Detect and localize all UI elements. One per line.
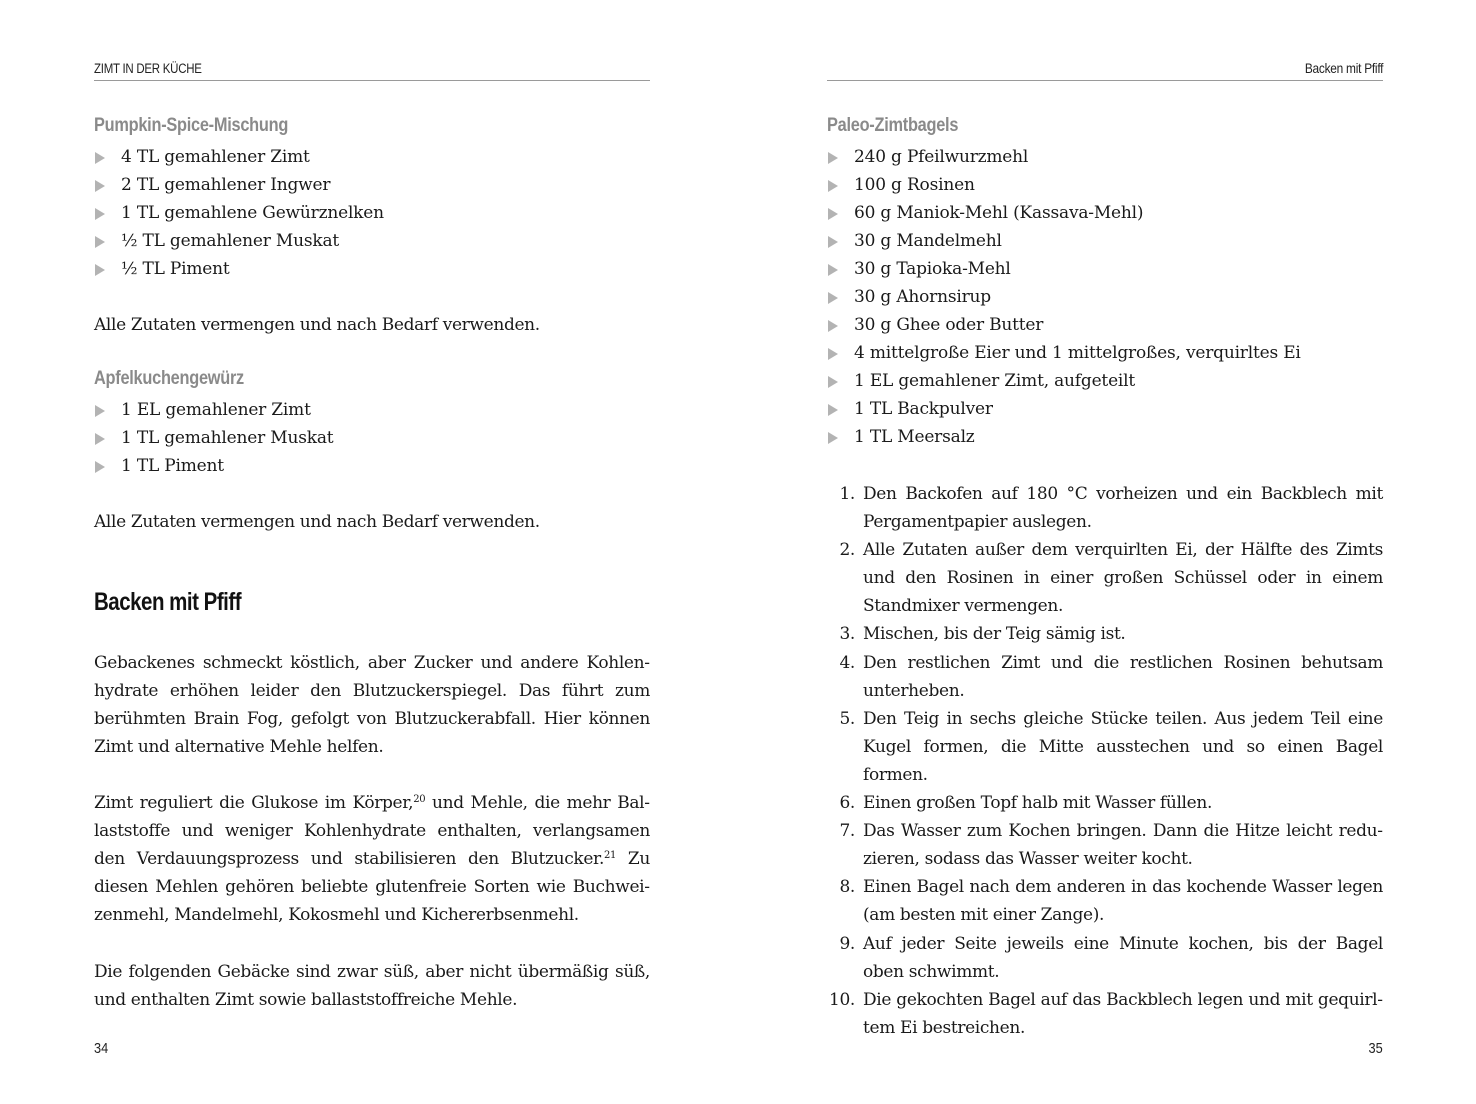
bullet-triangle-icon bbox=[828, 180, 838, 192]
ingredient-list bbox=[94, 143, 384, 283]
list-item: 1 EL gemahlener Zimt, aufgeteilt bbox=[827, 367, 1301, 395]
bullet-triangle-icon bbox=[95, 264, 105, 276]
list-item: 1 TL Backpulver bbox=[827, 395, 1301, 423]
body-paragraph: Zimt reguliert die Glukose im Körper,$^{20}$ und Mehle, die mehr Ballaststoffe und weniger Kohlenhydrate enthalten, verlangsamen den Verdauungsprozess und stabilisieren den Blutzucker.$^{21}$ Zu diesen Mehlen gehören beliebte glutenfreie Sorten wie Buchweizenmehl, Mandelmehl, Kokosmehl und Kichererbsenmehl. bbox=[94, 793, 650, 926]
bullet-triangle-icon bbox=[828, 236, 838, 248]
bullet-triangle-icon bbox=[828, 404, 838, 416]
footnote-ref: 21 bbox=[604, 850, 617, 862]
list-item: 60 g Maniok-Mehl (Kassava-Mehl) bbox=[827, 199, 1301, 227]
bullet-triangle-icon bbox=[95, 405, 105, 417]
bullet-triangle-icon bbox=[95, 180, 105, 192]
body-paragraph: Gebackenes schmeckt köstlich, aber Zucker und andere Kohlenhydrate erhöhen leider den Blutzuckerspiegel. Das führt zum berühmten Brain Fog, gefolgt von Blutzuckerabfall. Hier können Zimt und alternative Mehle helfen. bbox=[94, 653, 650, 758]
step-item: 3. Mischen, bis der Teig sämig ist. bbox=[839, 624, 1126, 645]
section-heading: Backen mit Pfiff bbox=[94, 588, 242, 616]
step-item: 10. Die gekochten Bagel auf das Backblech legen und mit gequirltem Ei bestreichen. bbox=[829, 989, 1383, 1038]
list-item: 1 TL Piment bbox=[94, 452, 333, 480]
list-item: 2 TL gemahlener Ingwer bbox=[94, 171, 384, 199]
list-item: 1 TL Meersalz bbox=[827, 423, 1301, 451]
ingredient-list bbox=[827, 143, 1301, 451]
running-head-text: ZIMT IN DER KÜCHE bbox=[94, 61, 202, 76]
bullet-triangle-icon bbox=[828, 376, 838, 388]
bullet-triangle-icon bbox=[828, 432, 838, 444]
instruction-text: Alle Zutaten vermengen und nach Bedarf verwenden. bbox=[94, 512, 540, 532]
list-item: 240 g Pfeilwurzmehl bbox=[827, 143, 1301, 171]
bullet-triangle-icon bbox=[828, 264, 838, 276]
list-item: 30 g Tapioka-Mehl bbox=[827, 255, 1301, 283]
bullet-triangle-icon bbox=[828, 208, 838, 220]
list-item: ½ TL gemahlener Muskat bbox=[94, 227, 384, 255]
step-item: 7. Das Wasser zum Kochen bringen. Dann die Hitze leicht reduzieren, sodass das Wasser weiter kocht. bbox=[839, 821, 1383, 870]
list-item: 1 TL gemahlener Muskat bbox=[94, 424, 333, 452]
list-item: 1 TL gemahlene Gewürznelken bbox=[94, 199, 384, 227]
bullet-triangle-icon bbox=[95, 236, 105, 248]
step-item: 2. Alle Zutaten außer dem verquirlten Ei, der Hälfte des Zimts und den Rosinen in einer großen Schüssel oder in einem Standmixer vermengen. bbox=[839, 540, 1383, 617]
list-item: ½ TL Piment bbox=[94, 255, 384, 283]
instruction-steps bbox=[827, 480, 1383, 1042]
step-item: 5. Den Teig in sechs gleiche Stücke teilen. Aus jedem Teil eine Kugel formen, die Mitte ausstechen und so einen Bagel formen. bbox=[839, 708, 1383, 785]
instruction-text: Alle Zutaten vermengen und nach Bedarf verwenden. bbox=[94, 315, 540, 335]
ingredient-list bbox=[94, 396, 333, 480]
list-item: 30 g Mandelmehl bbox=[827, 227, 1301, 255]
list-item: 4 mittelgroße Eier und 1 mittelgroßes, verquirltes Ei bbox=[827, 339, 1301, 367]
list-item: 4 TL gemahlener Zimt bbox=[94, 143, 384, 171]
step-item: 9. Auf jeder Seite jeweils eine Minute kochen, bis der Bagel oben schwimmt. bbox=[839, 933, 1383, 982]
list-item: 30 g Ahornsirup bbox=[827, 283, 1301, 311]
step-item: 6. Einen großen Topf halb mit Wasser füllen. bbox=[839, 793, 1213, 814]
recipe-title: Paleo-Zimtbagels bbox=[827, 115, 959, 136]
bullet-triangle-icon bbox=[95, 152, 105, 164]
list-item: 100 g Rosinen bbox=[827, 171, 1301, 199]
bullet-triangle-icon bbox=[95, 433, 105, 445]
body-paragraph: Die folgenden Gebäcke sind zwar süß, aber nicht übermäßig süß, und enthalten Zimt sowie ballaststoffreiche Mehle. bbox=[94, 962, 650, 1011]
list-item: 1 EL gemahlener Zimt bbox=[94, 396, 333, 424]
bullet-triangle-icon bbox=[828, 292, 838, 304]
bullet-triangle-icon bbox=[95, 208, 105, 220]
footnote-ref: 20 bbox=[413, 794, 426, 805]
bullet-triangle-icon bbox=[828, 152, 838, 164]
step-item: 8. Einen Bagel nach dem anderen in das kochende Wasser legen (am besten mit einer Zange). bbox=[839, 877, 1383, 926]
step-item: 1. Den Backofen auf 180 °C vorheizen und ein Backblech mit Pergamentpapier auslegen. bbox=[839, 484, 1383, 533]
bullet-triangle-icon bbox=[828, 320, 838, 332]
page-number: 35 bbox=[1368, 1040, 1383, 1057]
step-item: 4. Den restlichen Zimt und die restlichen Rosinen behutsam unterheben. bbox=[839, 652, 1383, 701]
running-head-text: Backen mit Pfiff bbox=[1304, 60, 1383, 76]
running-head bbox=[827, 58, 1383, 81]
recipe-title: Apfelkuchengewürz bbox=[94, 368, 244, 389]
recipe-title: Pumpkin-Spice-Mischung bbox=[94, 115, 289, 136]
page-number: 34 bbox=[94, 1040, 109, 1057]
bullet-triangle-icon bbox=[95, 461, 105, 473]
running-head bbox=[94, 58, 650, 81]
list-item: 30 g Ghee oder Butter bbox=[827, 311, 1301, 339]
bullet-triangle-icon bbox=[828, 348, 838, 360]
